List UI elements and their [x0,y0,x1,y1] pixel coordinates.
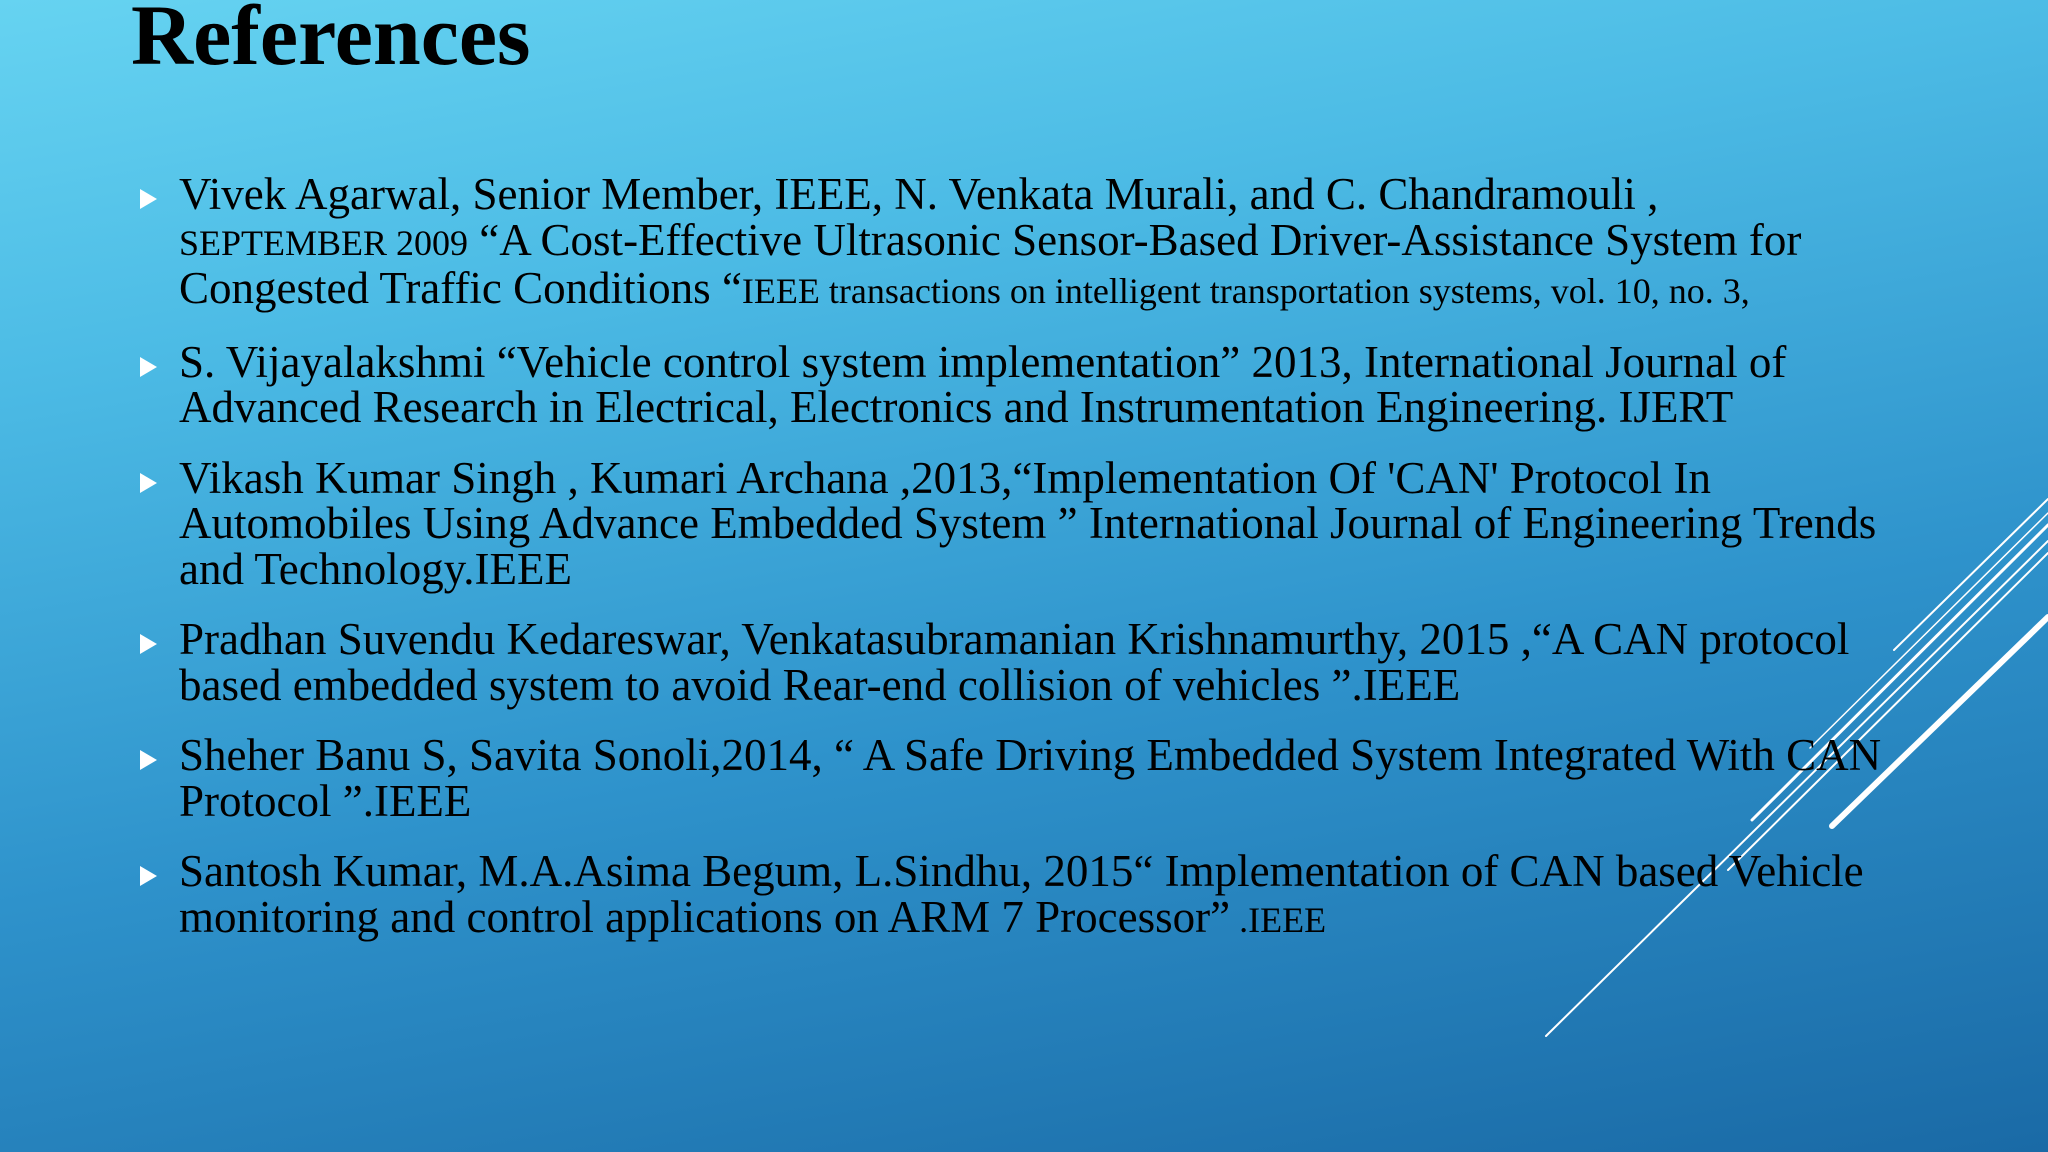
reference-text: Pradhan Suvendu Kedareswar, Venkatasubramanian Krishnamurthy, 2015 ,“A CAN protocol based embedded system to avoid Rear-end collision of vehicles ”.IEEE [179,614,1850,710]
reference-item [138,614,1908,710]
reference-authors: Vivek Agarwal, Senior Member, IEEE, N. Venkata Murali, and C. Chandramouli , [179,169,1659,219]
bullet-icon [140,634,157,654]
deco-line-1 [1894,499,2048,650]
reference-text: S. Vijayalakshmi “Vehicle control system implementation” 2013, International Journal of Advanced Research in Electrical, Electronics and Instrumentation Engineering. IJERT [179,336,1787,432]
bullet-icon [140,189,157,209]
reference-list [138,169,1908,968]
bullet-icon [140,750,157,770]
reference-date: SEPTEMBER 2009 [179,222,469,263]
reference-title: “A Cost-Effective Ultrasonic Sensor-Based Driver-Assistance System for Congested Traffic Conditions “ [179,214,1802,313]
reference-source: IEEE transactions on intelligent transportation systems, vol. 10, no. 3, [741,271,1750,311]
reference-text: Sheher Banu S, Savita Sonoli,2014, “ A Safe Driving Embedded System Integrated With CAN Protocol ”.IEEE [179,730,1882,826]
reference-item [138,730,1908,826]
bullet-icon [140,357,157,377]
slide-title: References [131,0,531,83]
reference-item [138,336,1908,432]
reference-source: .IEEE [1230,899,1327,940]
bullet-icon [140,473,157,493]
reference-item [138,452,1908,594]
reference-text: Santosh Kumar, M.A.Asima Begum, L.Sindhu, 2015“ Implementation of CAN based Vehicle monitoring and control applications on ARM 7 Processor” [179,846,1864,942]
bullet-icon [140,866,157,886]
reference-item [138,846,1908,943]
reference-item [138,169,1908,315]
reference-text: Vikash Kumar Singh , Kumari Archana ,2013,“Implementation Of 'CAN' Protocol In Automobiles Using Advance Embedded System ” International Journal of Engineering Trends and Technology.IEEE [179,452,1877,594]
